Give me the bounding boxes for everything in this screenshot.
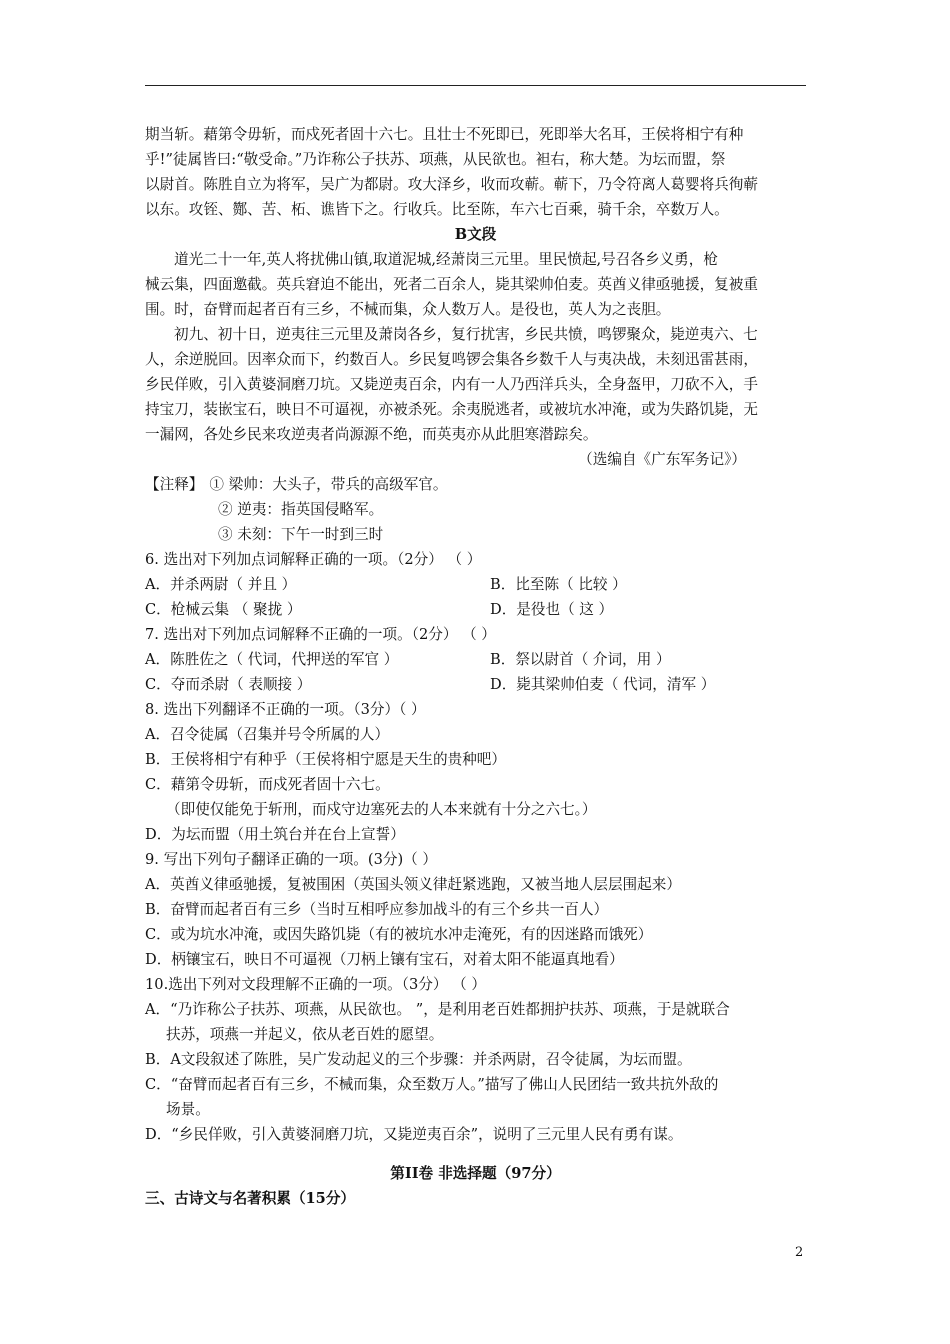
option-d[interactable]: D．柄镶宝石，映日不可逼视（刀柄上镶有宝石，对着太阳不能逼真地看） <box>145 951 624 968</box>
text-line: 期当斩。藉第令毋斩，而戍死者固十六七。且壮士不死即已，死即举大名耳，王侯将相宁有种 <box>145 126 744 143</box>
text-line: 围。时，奋臂而起者百有三乡，不械而集，众人数万人。是役也，英人为之丧胆。 <box>145 301 671 318</box>
question-stem: 10.选出下列对文段理解不正确的一项。（3分） （ ） <box>145 976 486 993</box>
header-rule <box>145 85 806 86</box>
option-d[interactable]: D．“乡民佯败，引入黄婆洞磨刀坑，又毙逆夷百余”，说明了三元里人民有勇有谋。 <box>145 1126 683 1143</box>
option-a[interactable]: A．陈胜佐之（ 代词，代押送的军官 ） <box>145 651 399 668</box>
option-b[interactable]: B．祭以尉首（ 介词，用 ） <box>490 651 671 668</box>
option-c[interactable]: C．或为坑水冲淹，或因失路饥毙（有的被坑水冲走淹死，有的因迷路而饿死） <box>145 926 653 943</box>
text-line: 械云集，四面邀截。英兵窘迫不能出，死者二百余人，毙其梁帅伯麦。英酋义律亟驰援，复被重 <box>145 276 758 293</box>
question-stem: 7. 选出对下列加点词解释不正确的一项。（2分） （ ） <box>145 626 496 643</box>
note-item: ③ 未刻：下午一时到三时 <box>218 526 384 543</box>
source-citation: （选编自《广东军务记》） <box>578 451 746 468</box>
option-c-continued: （即使仅能免于斩刑，而戍守边塞死去的人本来就有十分之六七。） <box>166 801 597 818</box>
question-8 <box>145 697 806 847</box>
notes <box>145 472 806 547</box>
option-a[interactable]: A．英酋义律亟驰援，复被围困（英国头领义律赶紧逃跑，又被当地人层层围起来） <box>145 876 681 893</box>
option-c[interactable]: C．藉第令毋斩，而戍死者固十六七。 <box>145 776 390 793</box>
note-item: ② 逆夷：指英国侵略军。 <box>218 501 384 518</box>
page-number: 2 <box>795 1245 804 1260</box>
option-a[interactable]: A．召令徒属（召集并号令所属的人） <box>145 726 390 743</box>
document-body <box>145 122 806 1211</box>
passage-a-tail <box>145 122 806 222</box>
passage-b-paragraph-2 <box>145 322 806 447</box>
option-a[interactable]: A．“乃诈称公子扶苏、项燕，从民欲也。 ”，是利用老百姓都拥护扶苏、项燕，于是就联合 <box>145 1001 730 1018</box>
text-line: 一漏网，各处乡民来攻逆夷者尚源源不绝，而英夷亦从此胆寒潜踪矣。 <box>145 426 598 443</box>
passage-b-paragraph-1 <box>145 247 806 322</box>
text-line: 持宝刀，装嵌宝石，映日不可逼视，亦被杀死。余夷脱逃者，或被坑水冲淹，或为失路饥毙，无 <box>145 401 758 418</box>
text-line: 初九、初十日，逆夷往三元里及萧岗各乡，复行扰害，乡民共愤，鸣锣聚众，毙逆夷六、七 <box>174 326 758 343</box>
question-stem: 6. 选出对下列加点词解释正确的一项。（2分） （ ） <box>145 551 482 568</box>
text-line: 以尉首。陈胜自立为将军，吴广为都尉。攻大泽乡，收而攻蕲。蕲下，乃令符离人葛婴将兵徇蕲 <box>145 176 758 193</box>
question-6 <box>145 547 806 622</box>
question-7 <box>145 622 806 697</box>
option-b[interactable]: B．王侯将相宁有种乎（王侯将相宁愿是天生的贵种吧） <box>145 751 506 768</box>
question-stem: 8. 选出下列翻译不正确的一项。（3分）（ ） <box>145 701 426 718</box>
option-d[interactable]: D．为坛而盟（用土筑台并在台上宣誓） <box>145 826 405 843</box>
option-b[interactable]: B．比至陈（ 比较 ） <box>490 576 627 593</box>
note-item: ① 梁帅：大头子，带兵的高级军官。 <box>209 476 448 493</box>
option-c[interactable]: C．夺而杀尉（ 表顺接 ） <box>145 676 312 693</box>
notes-label: 【注释】 <box>145 476 204 493</box>
option-c-continued: 场景。 <box>166 1101 210 1118</box>
option-b[interactable]: B．奋臂而起者百有三乡（当时互相呼应参加战斗的有三个乡共一百人） <box>145 901 609 918</box>
question-stem: 9. 写出下列句子翻译正确的一项。(3分)（ ） <box>145 851 437 868</box>
text-line: 乡民佯败，引入黄婆洞磨刀坑。又毙逆夷百余，内有一人乃西洋兵头，全身盔甲，刀砍不入，手 <box>145 376 758 393</box>
option-c[interactable]: C．枪械云集 （ 聚拢 ） <box>145 601 302 618</box>
option-a-continued: 扶苏，项燕一并起义，依从老百姓的愿望。 <box>166 1026 444 1043</box>
text-line: 人，余逆脱回。因率众而下，约数百人。乡民复鸣锣会集各乡数千人与夷决战，未刻迅雷甚雨， <box>145 351 758 368</box>
text-line: 道光二十一年,英人将扰佛山镇,取道泥城,经萧岗三元里。里民愤起,号召各乡义勇，枪 <box>174 251 718 268</box>
question-10 <box>145 972 806 1147</box>
section-3-title: 三、古诗文与名著积累（15分） <box>145 1190 356 1207</box>
option-d[interactable]: D．毙其梁帅伯麦（ 代词，清军 ） <box>490 676 716 693</box>
option-a[interactable]: A．并杀两尉（ 并且 ） <box>145 576 297 593</box>
option-b[interactable]: B．A文段叙述了陈胜，吴广发动起义的三个步骤：并杀两尉，召令徒属，为坛而盟。 <box>145 1051 692 1068</box>
question-9 <box>145 847 806 972</box>
option-c[interactable]: C．“奋臂而起者百有三乡，不械而集，众至数万人。”描写了佛山人民团结一致共抗外敌的 <box>145 1076 719 1093</box>
text-line: 乎!”徒属皆曰:“敬受命。”乃诈称公子扶苏、项燕，从民欲也。袒右，称大楚。为坛而盟，祭 <box>145 151 726 168</box>
option-d[interactable]: D．是役也（ 这 ） <box>490 601 614 618</box>
section-b-title: B文段 <box>454 226 497 243</box>
text-line: 以东。攻铚、酂、苦、柘、谯皆下之。行收兵。比至陈，车六七百乘，骑千余，卒数万人。 <box>145 201 729 218</box>
part-2-title: 第II卷 非选择题（97分） <box>390 1165 561 1182</box>
